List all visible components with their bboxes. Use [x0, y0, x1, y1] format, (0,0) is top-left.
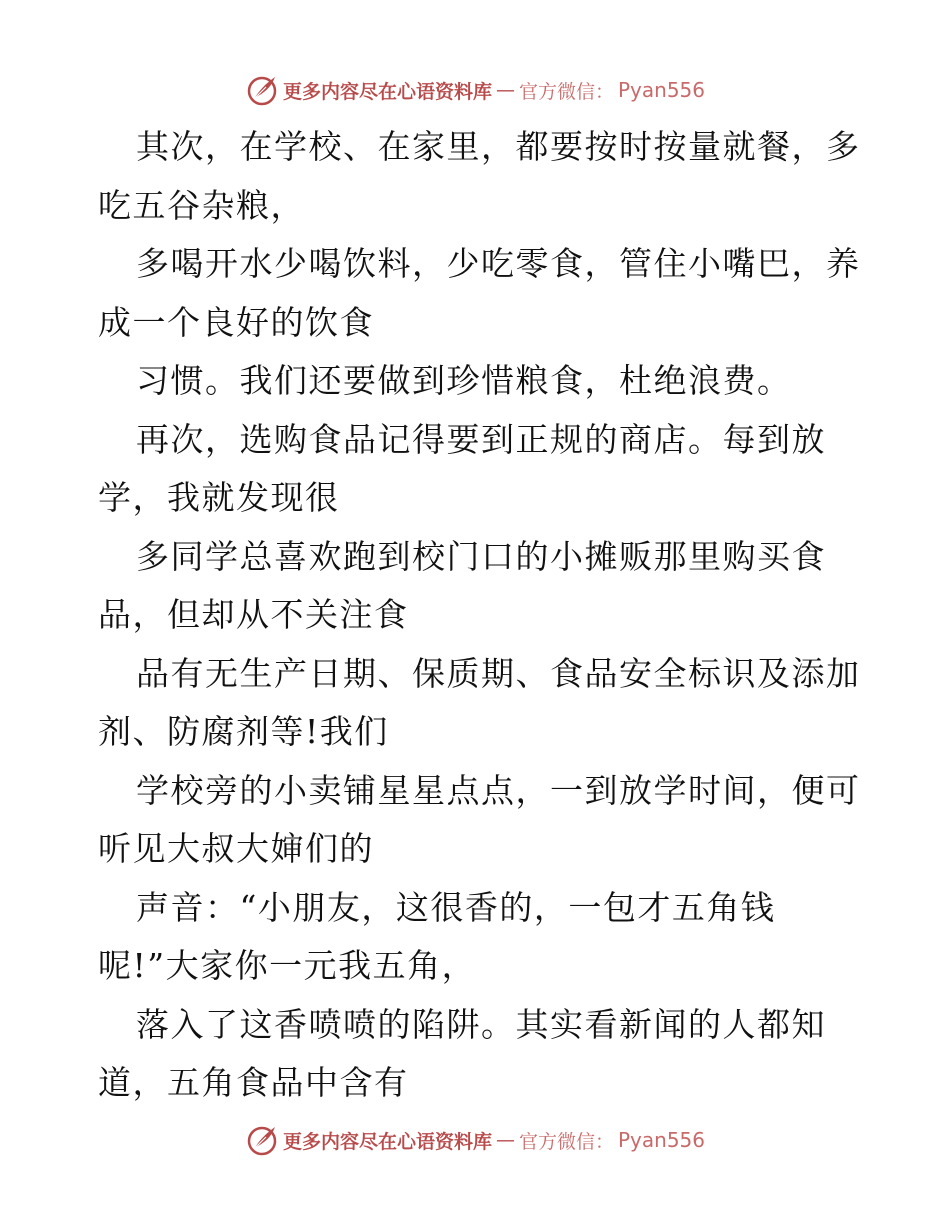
text-line: 呢!”大家你一元我五角，	[98, 946, 477, 985]
text-line: 学，我就发现很	[98, 478, 340, 517]
feather-pen-logo-icon	[245, 1123, 279, 1157]
text-line: 吃五谷杂粮，	[98, 185, 305, 225]
footer-wechat-label: 官方微信：	[518, 1130, 614, 1153]
footer-separator: —	[495, 1129, 515, 1151]
header-brand-text: 更多内容尽在心语资料库	[282, 80, 492, 103]
text-line: 其次，在学校、在家里，都要按时按量就餐，多	[136, 127, 861, 166]
text-line: 再次，选购食品记得要到正规的商店。每到放	[136, 419, 826, 459]
text-line: 落入了这香喷喷的陷阱。其实看新闻的人都知	[136, 1004, 826, 1044]
header-banner-content	[245, 73, 705, 107]
text-line: 多同学总喜欢跑到校门口的小摊贩那里购买食	[136, 536, 826, 576]
text-line: 成一个良好的饮食	[98, 302, 374, 342]
text-line: 习惯。我们还要做到珍惜粮食，杜绝浪费。	[136, 361, 792, 400]
text-line: 声音：“小朋友，这很香的，一包才五角钱	[136, 887, 776, 927]
footer-brand-text: 更多内容尽在心语资料库	[282, 1130, 492, 1153]
footer-banner-content	[245, 1123, 705, 1157]
document-body	[98, 118, 868, 1113]
footer-wechat-id: Pyan556	[618, 1128, 706, 1152]
text-line: 听见大叔大婶们的	[98, 829, 374, 868]
header-separator: —	[495, 79, 515, 101]
text-line: 品有无生产日期、保质期、食品安全标识及添加	[136, 653, 861, 693]
feather-pen-logo-icon	[245, 73, 279, 107]
text-line: 剂、防腐剂等!我们	[98, 712, 389, 751]
text-line: 学校旁的小卖铺星星点点，一到放学时间，便可	[136, 770, 861, 810]
header-wechat-label: 官方微信：	[518, 80, 614, 103]
header-banner	[0, 70, 950, 110]
text-line: 道，五角食品中含有	[98, 1063, 409, 1102]
header-wechat-id: Pyan556	[618, 78, 706, 102]
footer-banner	[0, 1120, 950, 1160]
text-line: 多喝开水少喝饮料，少吃零食，管住小嘴巴，养	[136, 244, 861, 283]
text-line: 品，但却从不关注食	[98, 595, 409, 634]
